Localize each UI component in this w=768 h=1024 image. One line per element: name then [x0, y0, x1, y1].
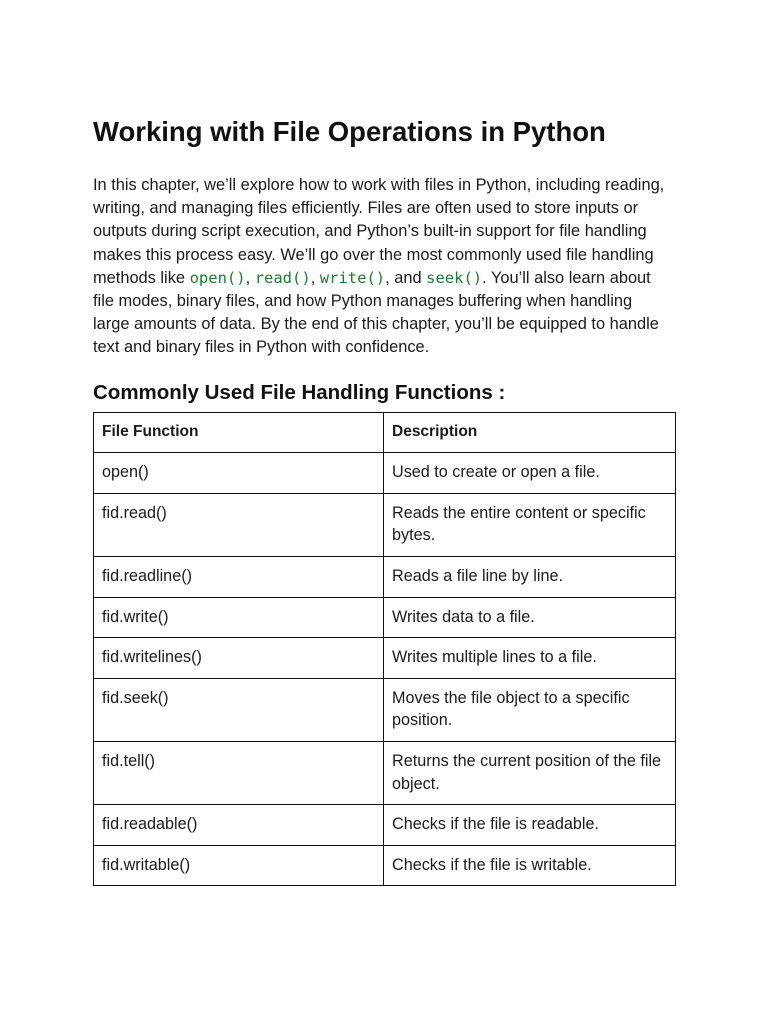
- cell-function: fid.seek(): [94, 678, 384, 741]
- cell-function: open(): [94, 453, 384, 494]
- cell-description: Moves the file object to a specific position.: [384, 678, 676, 741]
- cell-function: fid.readline(): [94, 557, 384, 598]
- cell-description: Checks if the file is readable.: [384, 805, 676, 846]
- document-page: [93, 112, 675, 886]
- cell-function: fid.tell(): [94, 741, 384, 804]
- table-row: [94, 597, 676, 638]
- table-row: [94, 741, 676, 804]
- table-header-row: [94, 412, 676, 453]
- cell-description: Reads the entire content or specific bytes.: [384, 493, 676, 556]
- cell-function: fid.read(): [94, 493, 384, 556]
- table-row: [94, 453, 676, 494]
- table-row: [94, 638, 676, 679]
- intro-sep-2: ,: [310, 268, 320, 287]
- file-functions-table: [93, 412, 676, 887]
- page-title: Working with File Operations in Python: [93, 116, 606, 147]
- cell-function: fid.readable(): [94, 805, 384, 846]
- table-row: [94, 805, 676, 846]
- table-row: [94, 493, 676, 556]
- code-write: write(): [319, 268, 386, 287]
- cell-description: Returns the current position of the file object.: [384, 741, 676, 804]
- cell-description: Writes multiple lines to a file.: [384, 638, 676, 679]
- cell-description: Used to create or open a file.: [384, 453, 676, 494]
- code-open: open(): [189, 268, 246, 287]
- table-row: [94, 557, 676, 598]
- intro-text-after: . You’ll also learn about file modes, binary files, and how Python manages buffering when handling large amounts of data. By the end of this chapter, you’ll be equipped to handle text and binary files in Python with confidence.: [93, 268, 659, 357]
- cell-description: Writes data to a file.: [384, 597, 676, 638]
- table-row: [94, 845, 676, 886]
- intro-text-before: In this chapter, we’ll explore how to work with files in Python, including reading, writing, and managing files efficiently. Files are often used to store inputs or outputs during script execution, and Python’s built-in support for file handling makes this process easy. We’ll go over the most commonly used file handling methods like: [93, 176, 665, 287]
- section-heading: Commonly Used File Handling Functions :: [93, 380, 506, 404]
- cell-description: Reads a file line by line.: [384, 557, 676, 598]
- cell-function: fid.writable(): [94, 845, 384, 886]
- cell-description: Checks if the file is writable.: [384, 845, 676, 886]
- cell-function: fid.writelines(): [94, 638, 384, 679]
- header-description: Description: [384, 412, 676, 453]
- intro-sep-1: ,: [245, 268, 255, 287]
- intro-sep-3: , and: [385, 268, 427, 287]
- intro-paragraph: [93, 174, 673, 360]
- cell-function: fid.write(): [94, 597, 384, 638]
- code-read: read(): [254, 268, 311, 287]
- code-seek: seek(): [426, 268, 483, 287]
- header-file-function: File Function: [94, 412, 384, 453]
- table-row: [94, 678, 676, 741]
